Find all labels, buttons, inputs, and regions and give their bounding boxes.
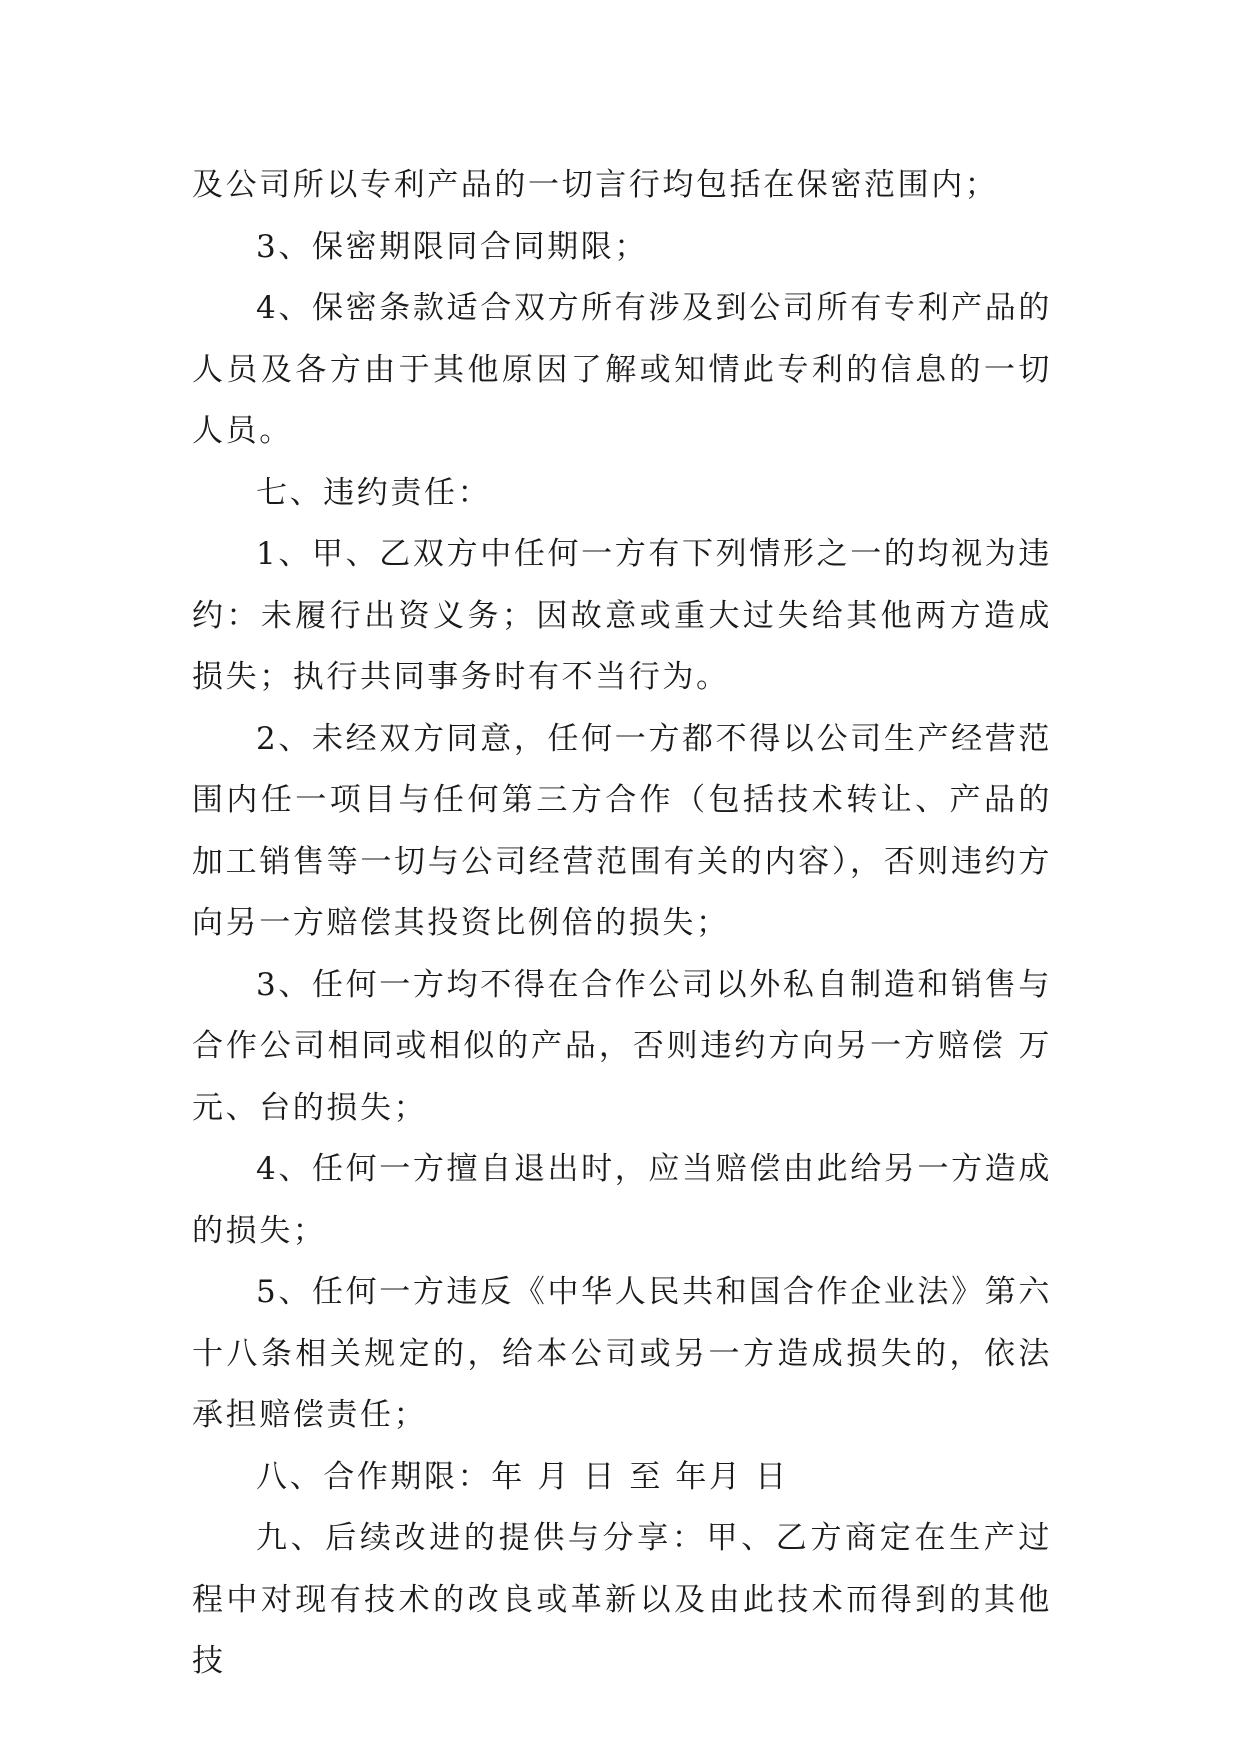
paragraph-liability-3: 3、任何一方均不得在合作公司以外私自制造和销售与合作公司相同或相似的产品，否则违约方向另一方赔偿 万元、台的损失；: [192, 966, 1052, 1126]
section-heading-liability: 七、违约责任：: [256, 474, 492, 511]
paragraph-confidential-applicability: 4、保密条款适合双方所有涉及到公司所有专利产品的人员及各方由于其他原因了解或知情此专利的信息的一切人员。: [192, 290, 1052, 449]
section-heading-improvements: 九、后续改进的提供与分享：甲、乙方商定在生产过程中对现有技术的改良或革新以及由此技术而得到的其他技: [192, 1520, 1052, 1679]
document-body: [192, 155, 1052, 1693]
paragraph-confidential-scope: 及公司所以专利产品的一切言行均包括在保密范围内；: [192, 167, 999, 203]
paragraph-liability-1: 1、甲、乙双方中任何一方有下列情形之一的均视为违约：未履行出资义务；因故意或重大过失给其他两方造成损失；执行共同事务时有不当行为。: [192, 536, 1052, 695]
paragraph-liability-4: 4、任何一方擅自退出时，应当赔偿由此给另一方造成的损失；: [192, 1151, 1052, 1249]
section-heading-term: 八、合作期限：年 月 日 至 年月 日: [256, 1458, 789, 1495]
paragraph-liability-5: 5、任何一方违反《中华人民共和国合作企业法》第六十八条相关规定的，给本公司或另一方造成损失的，依法承担赔偿责任；: [192, 1274, 1052, 1433]
paragraph-confidential-term: 3、保密期限同合同期限；: [256, 228, 648, 265]
paragraph-liability-2: 2、未经双方同意，任何一方都不得以公司生产经营范围内任一项目与任何第三方合作（包括技术转让、产品的加工销售等一切与公司经营范围有关的内容），否则违约方向另一方赔偿其投资比例倍的损失；: [192, 720, 1052, 941]
